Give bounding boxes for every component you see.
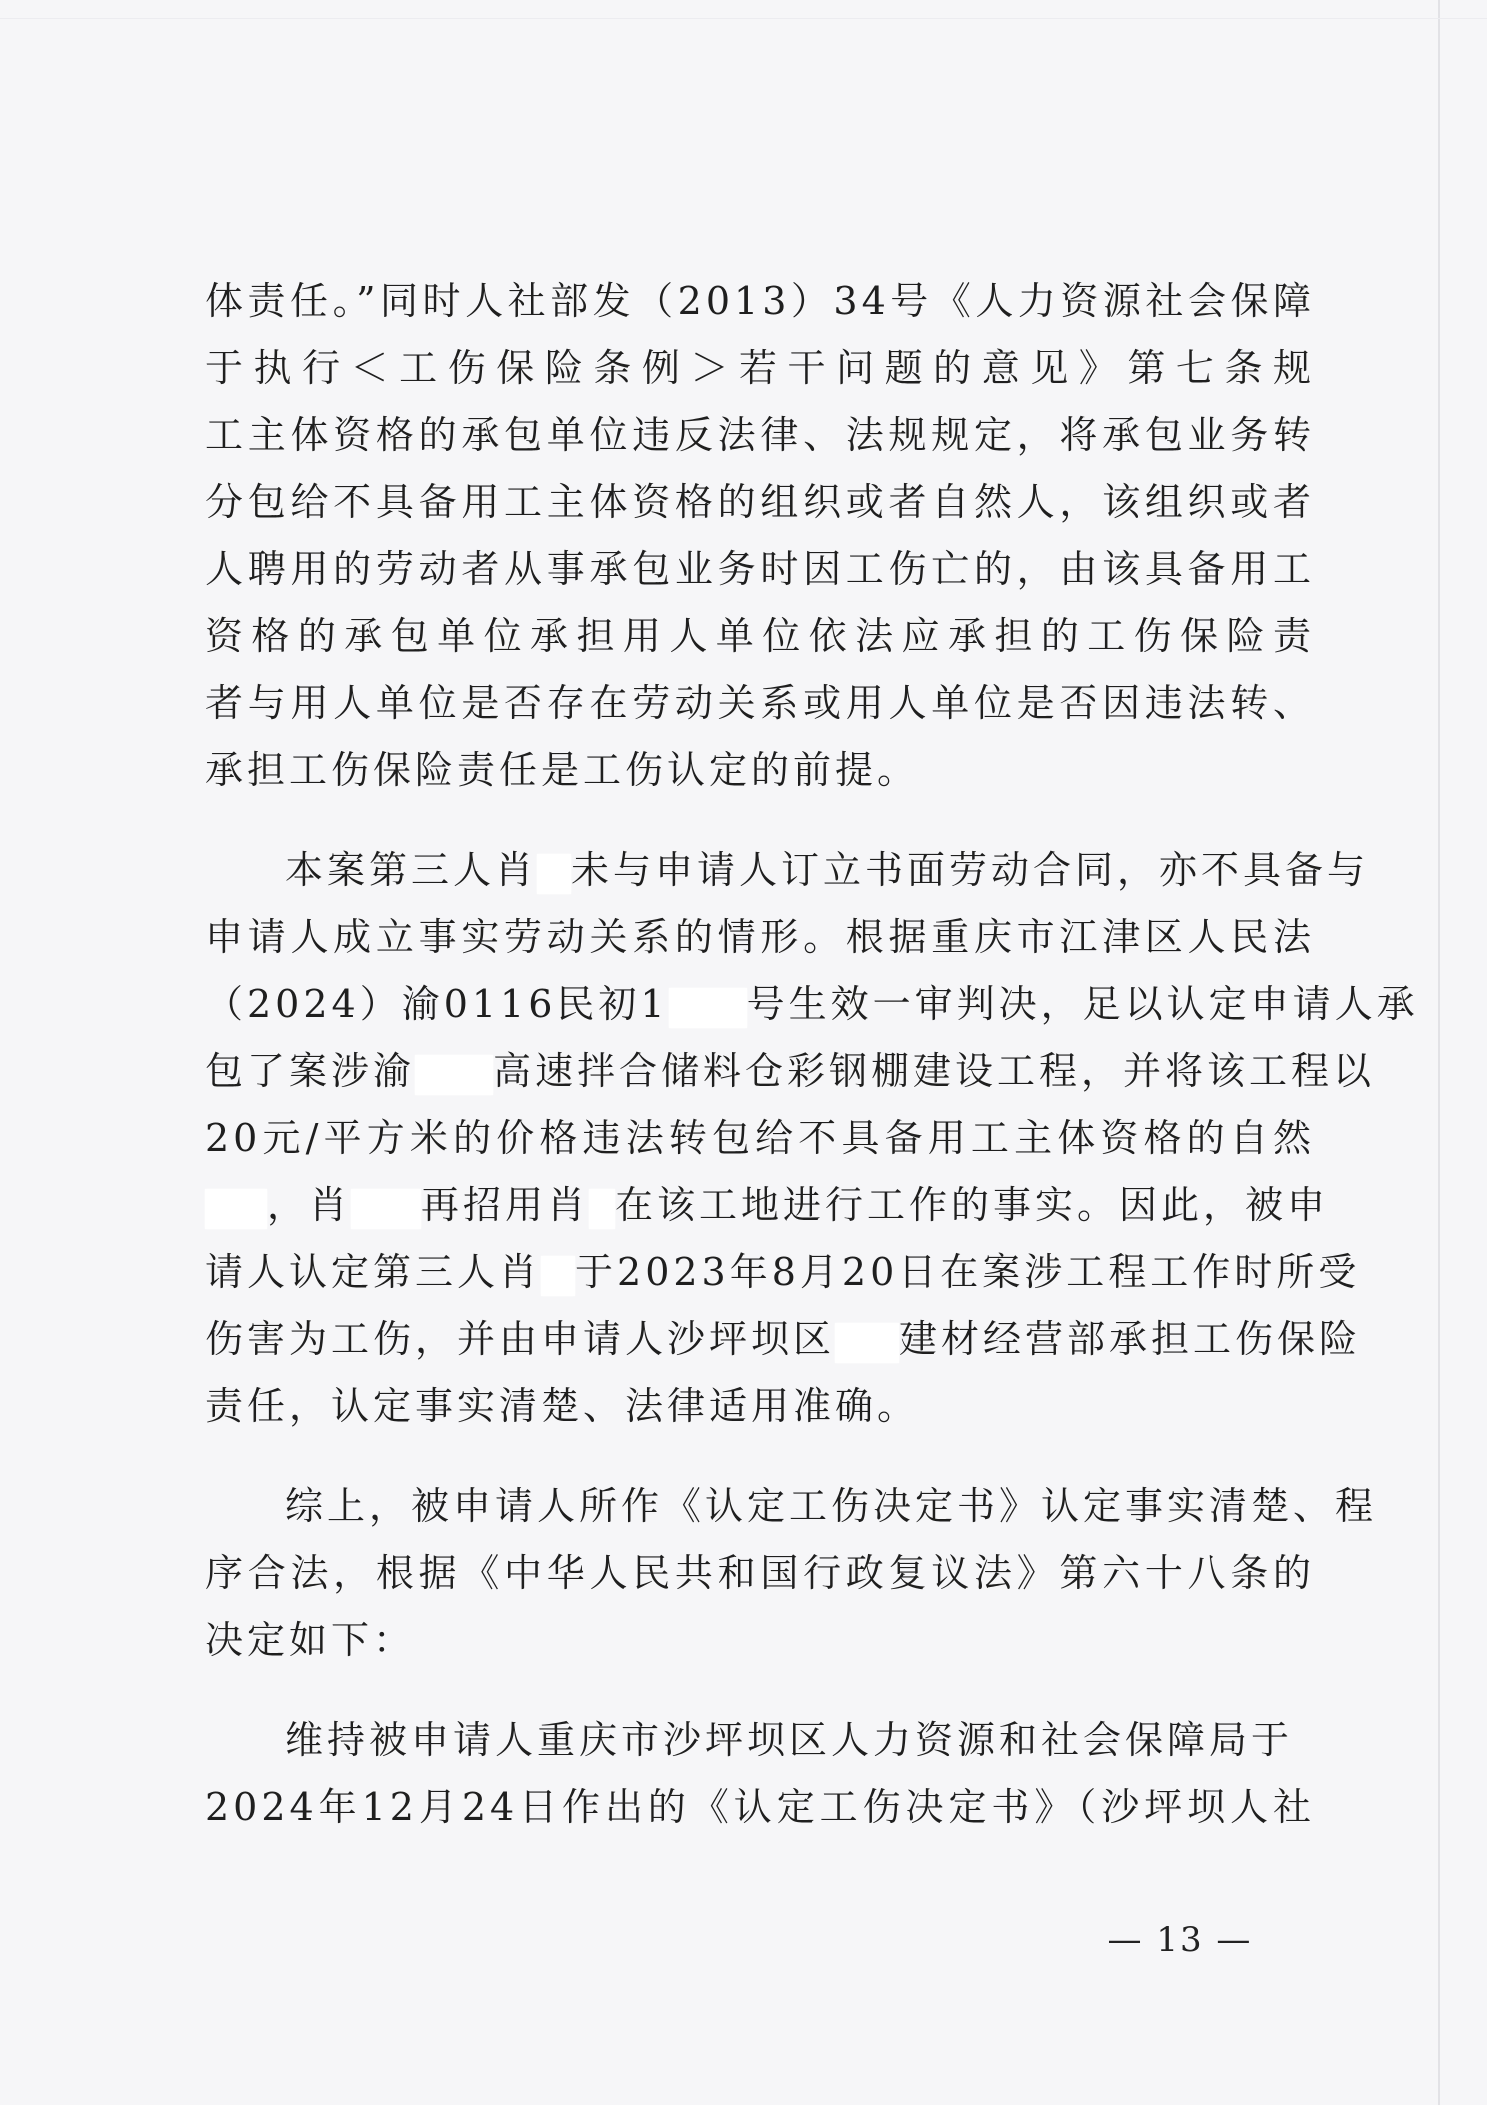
paragraph-3 [205, 1473, 1378, 1674]
text-segment: （2024）渝0116民初1 [205, 982, 669, 1026]
text-segment: 本案第三人肖 [285, 848, 538, 892]
text-line [205, 1038, 1376, 1105]
text-line: 分包给不具备用工主体资格的组织或者自然人，该组织或者 [205, 480, 1315, 524]
scan-artifact-line [0, 18, 1487, 19]
text-segment: 于2023年8月20日在案涉工程工作时所受 [575, 1250, 1361, 1294]
text-line: 人聘用的劳动者从事承包业务时因工伤亡的，由该具备用工 [205, 547, 1315, 591]
text-segment: 高速拌合储料仓彩钢棚建设工程，并将该工程以 [493, 1049, 1376, 1093]
text-line [205, 1172, 1330, 1239]
text-segment: 未与申请人订立书面劳动合同，亦不具备与 [571, 848, 1370, 892]
scanned-page-edge [1438, 0, 1440, 2105]
text-segment: 再招用肖 [421, 1183, 590, 1227]
text-segment: ，肖 [267, 1183, 352, 1227]
text-segment: 包了案涉渝 [205, 1049, 416, 1093]
paragraph-2 [205, 837, 1419, 1440]
paragraph-4 [205, 1707, 1315, 1841]
text-segment: 伤害为工伤，并由申请人沙坪坝区 [205, 1317, 836, 1361]
text-line: 承担工伤保险责任是工伤认定的前提。 [205, 748, 920, 792]
text-line: 者与用人单位是否存在劳动关系或用人单位是否因违法转、 [205, 681, 1315, 725]
text-line: 工主体资格的承包单位违反法律、法规规定，将承包业务转 [205, 413, 1315, 457]
text-segment: 请人认定第三人肖 [205, 1250, 542, 1294]
redaction-box [835, 1323, 899, 1363]
document-body [205, 268, 1419, 1841]
text-line: 2024年12月24日作出的《认定工伤决定书》（沙坪坝人社 [205, 1785, 1315, 1829]
text-line [205, 1306, 1362, 1373]
text-line: 于执行＜工伤保险条例＞若干问题的意见》第七条规 [205, 346, 1315, 390]
text-line: 决定如下： [205, 1618, 416, 1662]
text-segment: 号生效一审判决，足以认定申请人承 [746, 982, 1419, 1026]
text-line: 序合法，根据《中华人民共和国行政复议法》第六十八条的 [205, 1551, 1315, 1595]
text-line: 申请人成立事实劳动关系的情形。根据重庆市江津区人民法 [205, 915, 1315, 959]
paragraph-1 [205, 268, 1315, 804]
text-line: 体责任。”同时人社部发（2013）34号《人力资源社会保障 [205, 279, 1315, 323]
text-line: 20元/平方米的价格违法转包给不具备用工主体资格的自然 [205, 1116, 1315, 1160]
text-line: 责任，认定事实清楚、法律适用准确。 [205, 1384, 920, 1428]
redaction-box [351, 1189, 421, 1229]
text-line: 资格的承包单位承担用人单位依法应承担的工伤保险责 [205, 614, 1315, 658]
redaction-box [669, 988, 747, 1028]
text-line [205, 837, 1370, 904]
redaction-box [415, 1055, 493, 1095]
redaction-box [205, 1189, 267, 1229]
text-segment: 在该工地进行工作的事实。因此，被申 [615, 1183, 1330, 1227]
text-line [205, 1239, 1361, 1306]
page-number: — 13 — [1107, 1920, 1253, 1960]
text-line: 综上，被申请人所作《认定工伤决定书》认定事实清楚、程 [285, 1484, 1378, 1528]
redaction-box [537, 854, 571, 894]
redaction-box [589, 1189, 615, 1229]
text-segment: 建材经营部承担工伤保险 [899, 1317, 1362, 1361]
redaction-box [541, 1256, 575, 1296]
text-line [205, 971, 1419, 1038]
text-line: 维持被申请人重庆市沙坪坝区人力资源和社会保障局于 [285, 1718, 1294, 1762]
